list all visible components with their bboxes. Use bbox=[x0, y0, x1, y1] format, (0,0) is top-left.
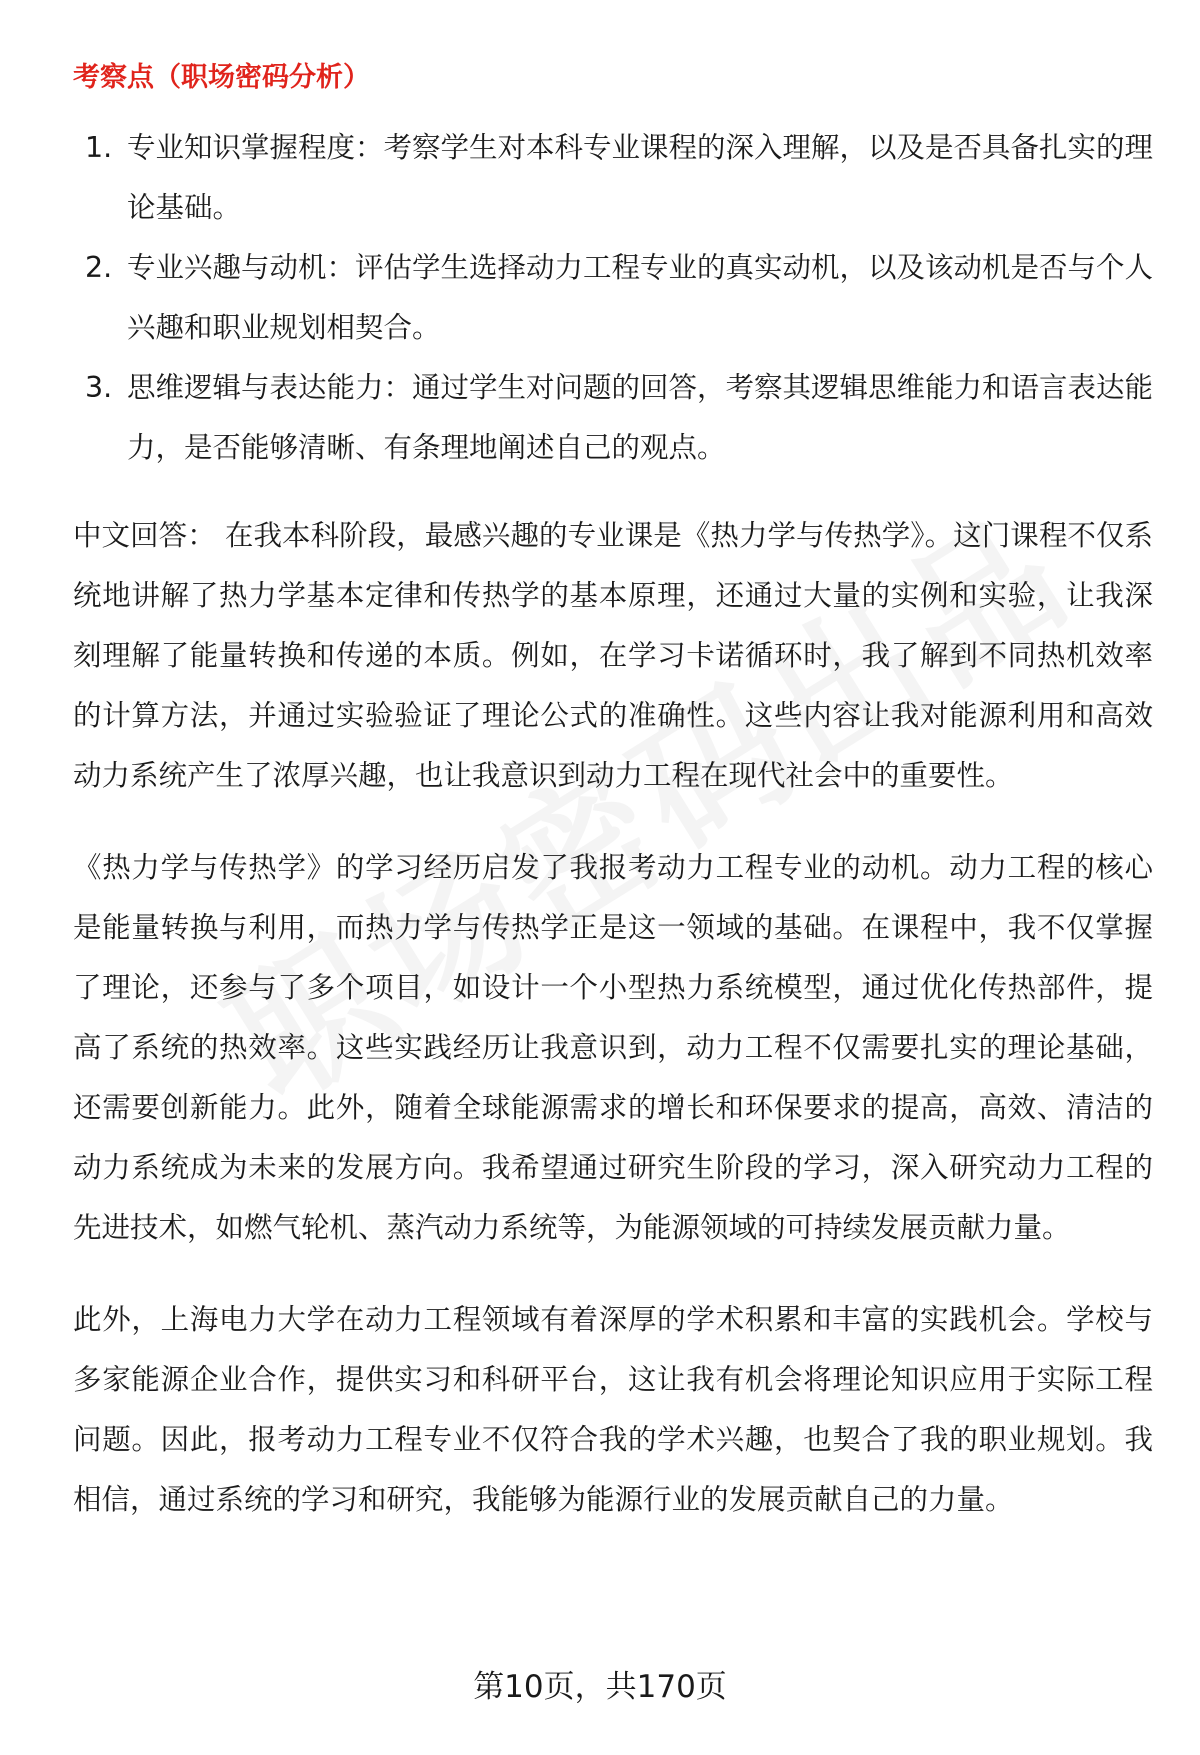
list-item-text: 专业知识掌握程度：考察学生对本科专业课程的深入理解，以及是否具备扎实的理论基础。 bbox=[127, 131, 1154, 224]
list-number: 3. bbox=[85, 371, 113, 404]
page-content bbox=[73, 58, 1153, 1530]
page-number-footer: 第10页，共170页 bbox=[473, 1669, 727, 1705]
list-number: 1. bbox=[85, 131, 113, 164]
list-item bbox=[73, 358, 1153, 478]
section-title: 考察点（职场密码分析） bbox=[73, 62, 370, 93]
list-item bbox=[73, 238, 1153, 358]
list-item-text: 思维逻辑与表达能力：通过学生对问题的回答，考察其逻辑思维能力和语言表达能力，是否能够清晰、有条理地阐述自己的观点。 bbox=[127, 371, 1154, 464]
list-number: 2. bbox=[85, 251, 113, 284]
list-item bbox=[73, 118, 1153, 238]
answer-paragraph: 中文回答： 在我本科阶段，最感兴趣的专业课是《热力学与传热学》。这门课程不仅系统地讲解了热力学基本定律和传热学的基本原理，还通过大量的实例和实验，让我深刻理解了能量转换和传递的本质。例如，在学习卡诺循环时，我了解到不同热机效率的计算方法，并通过实验验证了理论公式的准确性。这些内容让我对能源利用和高效动力系统产生了浓厚兴趣，也让我意识到动力工程在现代社会中的重要性。 bbox=[73, 519, 1153, 792]
motivation-paragraph: 《热力学与传热学》的学习经历启发了我报考动力工程专业的动机。动力工程的核心是能量转换与利用，而热力学与传热学正是这一领域的基础。在课程中，我不仅掌握了理论，还参与了多个项目，如设计一个小型热力系统模型，通过优化传热部件，提高了系统的热效率。这些实践经历让我意识到，动力工程不仅需要扎实的理论基础，还需要创新能力。此外，随着全球能源需求的增长和环保要求的提高，高效、清洁的动力系统成为未来的发展方向。我希望通过研究生阶段的学习，深入研究动力工程的先进技术，如燃气轮机、蒸汽动力系统等，为能源领域的可持续发展贡献力量。 bbox=[73, 851, 1153, 1244]
school-paragraph: 此外，上海电力大学在动力工程领域有着深厚的学术积累和丰富的实践机会。学校与多家能源企业合作，提供实习和科研平台，这让我有机会将理论知识应用于实际工程问题。因此，报考动力工程专业不仅符合我的学术兴趣，也契合了我的职业规划。我相信，通过系统的学习和研究，我能够为能源行业的发展贡献自己的力量。 bbox=[73, 1303, 1153, 1516]
list-item-text: 专业兴趣与动机：评估学生选择动力工程专业的真实动机，以及该动机是否与个人兴趣和职业规划相契合。 bbox=[127, 251, 1154, 344]
key-points-list bbox=[73, 118, 1153, 478]
